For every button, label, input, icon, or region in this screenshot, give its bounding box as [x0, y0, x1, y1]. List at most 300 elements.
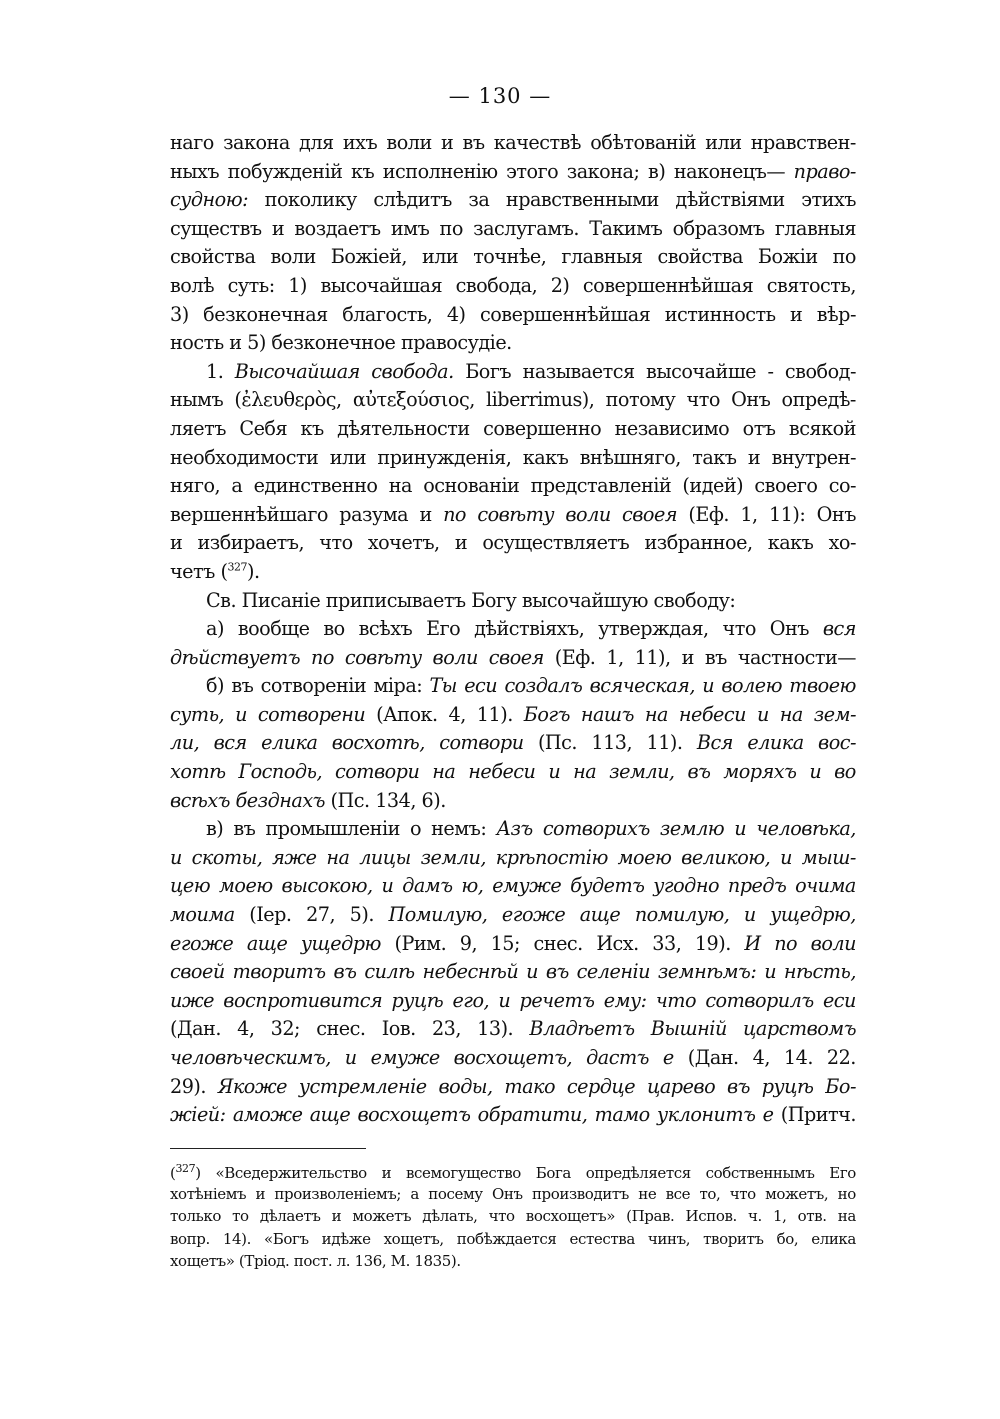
text: въ	[704, 645, 727, 669]
italic-text: дастъ	[586, 1046, 649, 1069]
italic-text: человѣка,	[756, 817, 856, 841]
text: 11).	[476, 702, 513, 726]
italic-text: тако	[504, 1074, 556, 1098]
text-line	[170, 417, 856, 446]
italic-text: судною:	[170, 188, 249, 212]
italic-text: волею	[721, 674, 783, 698]
text: (Прав.	[626, 1207, 675, 1226]
italic-text: воли	[432, 645, 478, 669]
text: нравствен-	[750, 131, 856, 154]
text: промышленіи	[265, 817, 400, 841]
italic-text: и	[743, 903, 756, 927]
text: «Богъ	[263, 1229, 309, 1248]
italic-text: восхощетъ	[357, 1103, 471, 1127]
text: не	[638, 1184, 657, 1203]
italic-text: елика	[261, 731, 318, 755]
italic-text: тамо	[594, 1103, 650, 1127]
text: 32;	[270, 1017, 301, 1041]
text: (Дан.	[170, 1017, 221, 1041]
text: 1,	[773, 1207, 787, 1226]
text: отв.	[797, 1207, 827, 1226]
text: то,	[699, 1184, 721, 1203]
italic-text: на	[573, 760, 597, 784]
text: (Апок.	[376, 702, 438, 726]
text: хо-	[828, 531, 856, 555]
text: и	[790, 302, 803, 326]
text: вопр.	[170, 1229, 210, 1248]
text: произволеніемъ;	[274, 1184, 402, 1203]
text: восхощетъ»	[525, 1207, 615, 1226]
italic-text: всѣхъ безднахъ	[170, 788, 325, 812]
italic-text: создалъ	[504, 674, 583, 698]
text: (ἐλευθερὸς,	[234, 388, 342, 412]
text: закона	[223, 131, 290, 154]
text: 33,	[652, 931, 682, 955]
text: называется	[522, 359, 635, 383]
text: о	[409, 817, 422, 841]
italic-text: Богъ	[523, 702, 570, 726]
italic-text: аще	[309, 1103, 351, 1127]
text: внутрен-	[771, 445, 856, 469]
text: основаніи	[423, 474, 520, 498]
text: осуществляетъ	[482, 531, 630, 555]
italic-text: емуже	[492, 874, 562, 898]
text: (Пс.	[537, 731, 578, 755]
text: отъ	[742, 416, 776, 440]
text: ихъ	[342, 131, 378, 154]
text: закона;	[566, 159, 640, 183]
text-line	[170, 131, 856, 160]
text: 9,	[459, 931, 478, 955]
text-line	[170, 960, 856, 989]
text: какъ	[522, 445, 569, 469]
text: слѣдитъ	[373, 188, 452, 212]
italic-text: вся	[213, 731, 247, 755]
text: свобод-	[784, 359, 856, 383]
italic-text: земнѣмъ:	[657, 960, 757, 984]
text: что	[319, 531, 353, 555]
text: опредѣляется	[585, 1164, 691, 1182]
italic-text: руцѣ	[391, 988, 444, 1012]
text: по	[439, 216, 463, 240]
footnote-ref: 327	[227, 560, 247, 574]
text: для	[299, 131, 334, 154]
italic-text: и	[702, 674, 715, 698]
text: совершеннѣйшая	[480, 302, 651, 326]
text: снес.	[316, 1017, 366, 1041]
italic-text: высокою,	[281, 874, 373, 898]
text: (Еф.	[688, 502, 729, 526]
text: 11),	[634, 645, 671, 669]
italic-text: моею	[617, 845, 672, 869]
italic-text: емуже	[370, 1046, 440, 1069]
text: главныя	[774, 216, 856, 240]
italic-text: Ты	[429, 674, 457, 698]
italic-text: и	[498, 988, 511, 1012]
text: воли	[270, 245, 316, 269]
text-line	[170, 560, 856, 589]
text: хотѣніемъ	[170, 1184, 247, 1203]
text: liberrimus),	[486, 388, 595, 412]
text: воздаетъ	[294, 216, 381, 240]
italic-text: своея	[488, 645, 544, 669]
italic-text: сердце	[566, 1074, 636, 1098]
text: къ	[300, 416, 324, 440]
italic-text: и	[734, 817, 747, 841]
text: и	[747, 445, 761, 469]
text: 1,	[740, 502, 758, 526]
italic-text: право-	[793, 159, 856, 183]
italic-text: елика	[747, 731, 804, 755]
text: 14.	[783, 1046, 813, 1069]
text: Св. Писаніе приписываетъ Богу высочайшую свободу:	[206, 588, 736, 612]
text: суть:	[227, 273, 275, 297]
italic-text: сотвори	[439, 731, 524, 755]
text: нымъ	[170, 388, 224, 412]
text: αὐτεξούσιος,	[352, 388, 475, 412]
italic-text: моима	[170, 903, 235, 927]
italic-text: земли,	[420, 845, 486, 869]
italic-text: хотѣ	[170, 760, 226, 784]
italic-text: воли	[810, 931, 856, 955]
text: въ	[231, 674, 254, 698]
text-line	[170, 932, 856, 961]
text: на	[837, 1207, 856, 1226]
text-line	[170, 617, 856, 646]
italic-text: моряхъ	[723, 760, 797, 784]
italic-text: восхощетъ,	[453, 1046, 573, 1069]
text: въ	[462, 131, 485, 154]
text-line	[170, 274, 856, 303]
italic-text: аще	[579, 903, 621, 927]
italic-text: и	[170, 845, 182, 869]
italic-text: земли,	[609, 760, 675, 784]
text: вѣр-	[816, 302, 856, 326]
text: волѣ	[170, 273, 215, 297]
italic-text: дамъ	[402, 874, 453, 898]
text: 4,	[752, 1046, 770, 1069]
text: идѣже	[321, 1229, 371, 1248]
text: Іов.	[381, 1017, 416, 1041]
text: принужденія,	[377, 445, 512, 469]
italic-text: силѣ	[364, 960, 415, 984]
text: а	[231, 474, 243, 498]
italic-text: иже	[170, 988, 215, 1012]
text-line	[170, 245, 856, 274]
text: только	[170, 1207, 222, 1226]
italic-text: селеніи	[576, 960, 650, 984]
text: Богъ	[465, 359, 512, 383]
text: «Вседержительство	[215, 1164, 367, 1182]
italic-text: по	[310, 645, 334, 669]
text: высочайше	[646, 359, 757, 383]
text: опредѣ-	[781, 388, 856, 412]
italic-text: въ	[333, 960, 357, 984]
text: и	[255, 1184, 266, 1203]
text: в)	[206, 817, 224, 841]
text: 13).	[477, 1017, 514, 1041]
italic-text: ю,	[461, 874, 484, 898]
text: или	[705, 131, 742, 154]
text-line	[170, 217, 856, 246]
italic-text: сотворихъ	[542, 817, 650, 841]
italic-text: въ	[726, 1074, 750, 1098]
text: 113,	[591, 731, 633, 755]
italic-text: яже	[272, 845, 317, 869]
text: дѣятельности	[337, 416, 470, 440]
text: ныхъ	[170, 159, 220, 183]
text: заслугамъ.	[473, 216, 579, 240]
text: Онъ	[816, 502, 856, 526]
italic-text: сотворилъ	[705, 988, 814, 1012]
text: нравственными	[505, 188, 659, 212]
text-line	[170, 646, 856, 675]
page-number: — 130 —	[448, 84, 552, 108]
italic-text: ли,	[170, 731, 200, 755]
text: воли	[386, 131, 432, 154]
text: 3)	[170, 302, 189, 326]
italic-text: восхотѣ,	[331, 731, 425, 755]
text: или	[421, 245, 459, 269]
italic-text: ущедрю	[300, 931, 381, 955]
italic-text: Бо-	[825, 1074, 856, 1098]
text: а)	[206, 617, 224, 641]
italic-text: воды,	[438, 1074, 493, 1098]
text: 23,	[431, 1017, 461, 1041]
italic-text: въ	[545, 960, 569, 984]
text: 2)	[550, 273, 570, 297]
italic-text: его,	[452, 988, 490, 1012]
text: всемогущество	[406, 1164, 521, 1182]
text: посему	[428, 1184, 483, 1203]
text: святость,	[766, 273, 856, 297]
text: качествѣ	[493, 131, 581, 154]
italic-text: будетъ	[570, 874, 645, 898]
italic-text: небеси	[678, 702, 746, 726]
italic-text: зем-	[813, 702, 856, 726]
text-line	[170, 303, 856, 332]
italic-text: и	[526, 960, 538, 984]
italic-text: землю	[659, 817, 725, 841]
text: Его	[426, 617, 461, 641]
text: такъ	[692, 445, 737, 469]
italic-text: и	[780, 845, 792, 869]
footnote-line	[170, 1185, 856, 1208]
text: 4,	[448, 702, 466, 726]
text: 29).	[170, 1074, 207, 1098]
text: истинность	[664, 302, 776, 326]
italic-text: предъ	[727, 874, 787, 898]
text-line	[170, 817, 856, 846]
text-line	[170, 674, 856, 703]
text: существъ	[170, 216, 262, 240]
italic-text: угодно	[653, 874, 720, 898]
italic-text: обратити,	[477, 1103, 588, 1127]
text: въ	[233, 817, 256, 841]
text-line	[170, 1103, 856, 1132]
text: а	[410, 1184, 419, 1203]
text: избираетъ,	[197, 531, 305, 555]
italic-text: всяческая,	[589, 674, 695, 698]
italic-text: моею	[218, 874, 273, 898]
text: своего	[754, 474, 818, 498]
italic-text: своей	[170, 960, 225, 984]
italic-text: нѣсть,	[783, 960, 856, 984]
italic-text: твоею	[789, 674, 856, 698]
italic-text: егоже	[501, 903, 566, 927]
text: точнѣе,	[473, 245, 547, 269]
main-text	[170, 131, 856, 1132]
text: вообще	[237, 617, 310, 641]
text: Божіей,	[330, 245, 407, 269]
text: и	[419, 502, 432, 526]
italic-text: е	[762, 1103, 774, 1127]
text: Онъ	[731, 388, 771, 412]
text: свобода,	[455, 273, 538, 297]
text: собственнымъ	[705, 1164, 815, 1182]
text-line	[170, 331, 856, 360]
italic-text: руцѣ	[761, 1074, 814, 1098]
text: вершеннѣйшаго	[170, 502, 328, 526]
text: 22.	[826, 1046, 856, 1069]
text-line	[170, 388, 856, 417]
text: ность и 5) безконечное правосудіе.	[170, 331, 512, 355]
text: всякой	[788, 416, 856, 440]
text: все	[665, 1184, 691, 1203]
text: исполненію	[382, 159, 498, 183]
italic-text: суть,	[170, 702, 225, 726]
italic-text: егоже	[170, 931, 234, 955]
text: этого	[506, 159, 559, 183]
text: на	[388, 474, 412, 498]
italic-text: и	[381, 874, 394, 898]
italic-text: человѣческимъ,	[170, 1046, 331, 1069]
text: дѣйствіями	[675, 188, 785, 212]
text: в)	[648, 159, 666, 183]
text: немъ:	[431, 817, 487, 841]
text: бо,	[776, 1229, 799, 1248]
text-line	[170, 1046, 856, 1075]
text: и	[271, 216, 285, 240]
italic-text: уклонитъ	[657, 1103, 756, 1127]
text-line	[170, 503, 856, 532]
text: )	[195, 1164, 201, 1182]
text: и	[454, 531, 468, 555]
text: Испов.	[685, 1207, 737, 1226]
italic-text: на	[779, 702, 803, 726]
text: необходимости	[170, 445, 319, 469]
italic-text: Вышній	[650, 1017, 727, 1041]
italic-text: мыш-	[801, 845, 856, 869]
text: 27,	[306, 903, 336, 927]
text: утверждая,	[598, 617, 709, 641]
italic-text: въ	[687, 760, 711, 784]
italic-text: Вся	[696, 731, 733, 755]
text: побужденій	[227, 159, 343, 183]
text: свойства	[170, 245, 256, 269]
text: (Еф.	[554, 645, 596, 669]
text: 11):	[768, 502, 806, 526]
text: ч.	[748, 1207, 762, 1226]
text-line	[170, 1017, 856, 1046]
text: снес.	[533, 931, 583, 955]
italic-text: крѣпостію	[495, 845, 608, 869]
text-line	[170, 160, 856, 189]
footnote-line	[170, 1162, 856, 1185]
footnote-line	[170, 1252, 856, 1275]
text: 5).	[349, 903, 374, 927]
italic-text: жіей:	[170, 1103, 226, 1127]
text: со-	[828, 474, 856, 498]
text: Бога	[535, 1164, 571, 1182]
text-line	[170, 846, 856, 875]
text: свойства	[657, 245, 743, 269]
italic-text: по	[443, 502, 466, 526]
italic-text: помилую,	[634, 903, 730, 927]
italic-text: аможе	[232, 1103, 303, 1127]
text: міра:	[373, 674, 423, 698]
italic-text: еси	[822, 988, 856, 1012]
text-line	[170, 989, 856, 1018]
text: образомъ	[672, 216, 765, 240]
italic-text: царево	[646, 1074, 716, 1098]
italic-text: царствомъ	[743, 1017, 856, 1041]
italic-text: и	[235, 702, 247, 726]
italic-text: воли	[565, 502, 611, 526]
text: и	[170, 531, 183, 555]
text: -	[767, 359, 774, 383]
footnote-line	[170, 1207, 856, 1230]
text: ляетъ	[170, 416, 226, 440]
italic-text: дѣйствуетъ	[170, 645, 301, 669]
italic-text: Владѣетъ	[529, 1017, 635, 1041]
text-line	[170, 188, 856, 217]
text: 14).	[222, 1229, 251, 1248]
text: (	[170, 1164, 176, 1182]
text: производитъ	[531, 1184, 629, 1203]
text: сотвореніи	[260, 674, 367, 698]
text: ).	[246, 559, 260, 583]
text: 11).	[646, 731, 683, 755]
italic-text: е	[662, 1046, 674, 1069]
italic-text: на	[644, 702, 668, 726]
italic-text: Азъ	[496, 817, 533, 841]
italic-text: и	[548, 760, 561, 784]
footnote-ref: 327	[175, 1162, 196, 1175]
italic-text: на	[326, 845, 350, 869]
text: потому	[605, 388, 676, 412]
text: (Пс. 134, 6).	[324, 788, 446, 812]
text: наго	[170, 131, 214, 154]
text: хощетъ» (Тріод. пост. л. 136, М. 1835).	[170, 1252, 461, 1271]
text: 1.	[206, 359, 224, 383]
text: естества	[569, 1229, 635, 1248]
text: 15;	[490, 931, 520, 955]
italic-text: вся	[822, 617, 856, 641]
italic-text: во	[834, 760, 856, 784]
italic-text: своея	[622, 502, 678, 526]
text-line	[170, 789, 856, 818]
italic-text: и	[764, 960, 777, 984]
text: или	[329, 445, 367, 469]
italic-text: сотвори	[334, 760, 420, 784]
text: имъ	[390, 216, 430, 240]
text: Исх.	[596, 931, 639, 955]
text: представленій	[530, 474, 672, 498]
text-line	[170, 703, 856, 732]
italic-text: и	[809, 760, 822, 784]
text: (Іер.	[249, 903, 292, 927]
